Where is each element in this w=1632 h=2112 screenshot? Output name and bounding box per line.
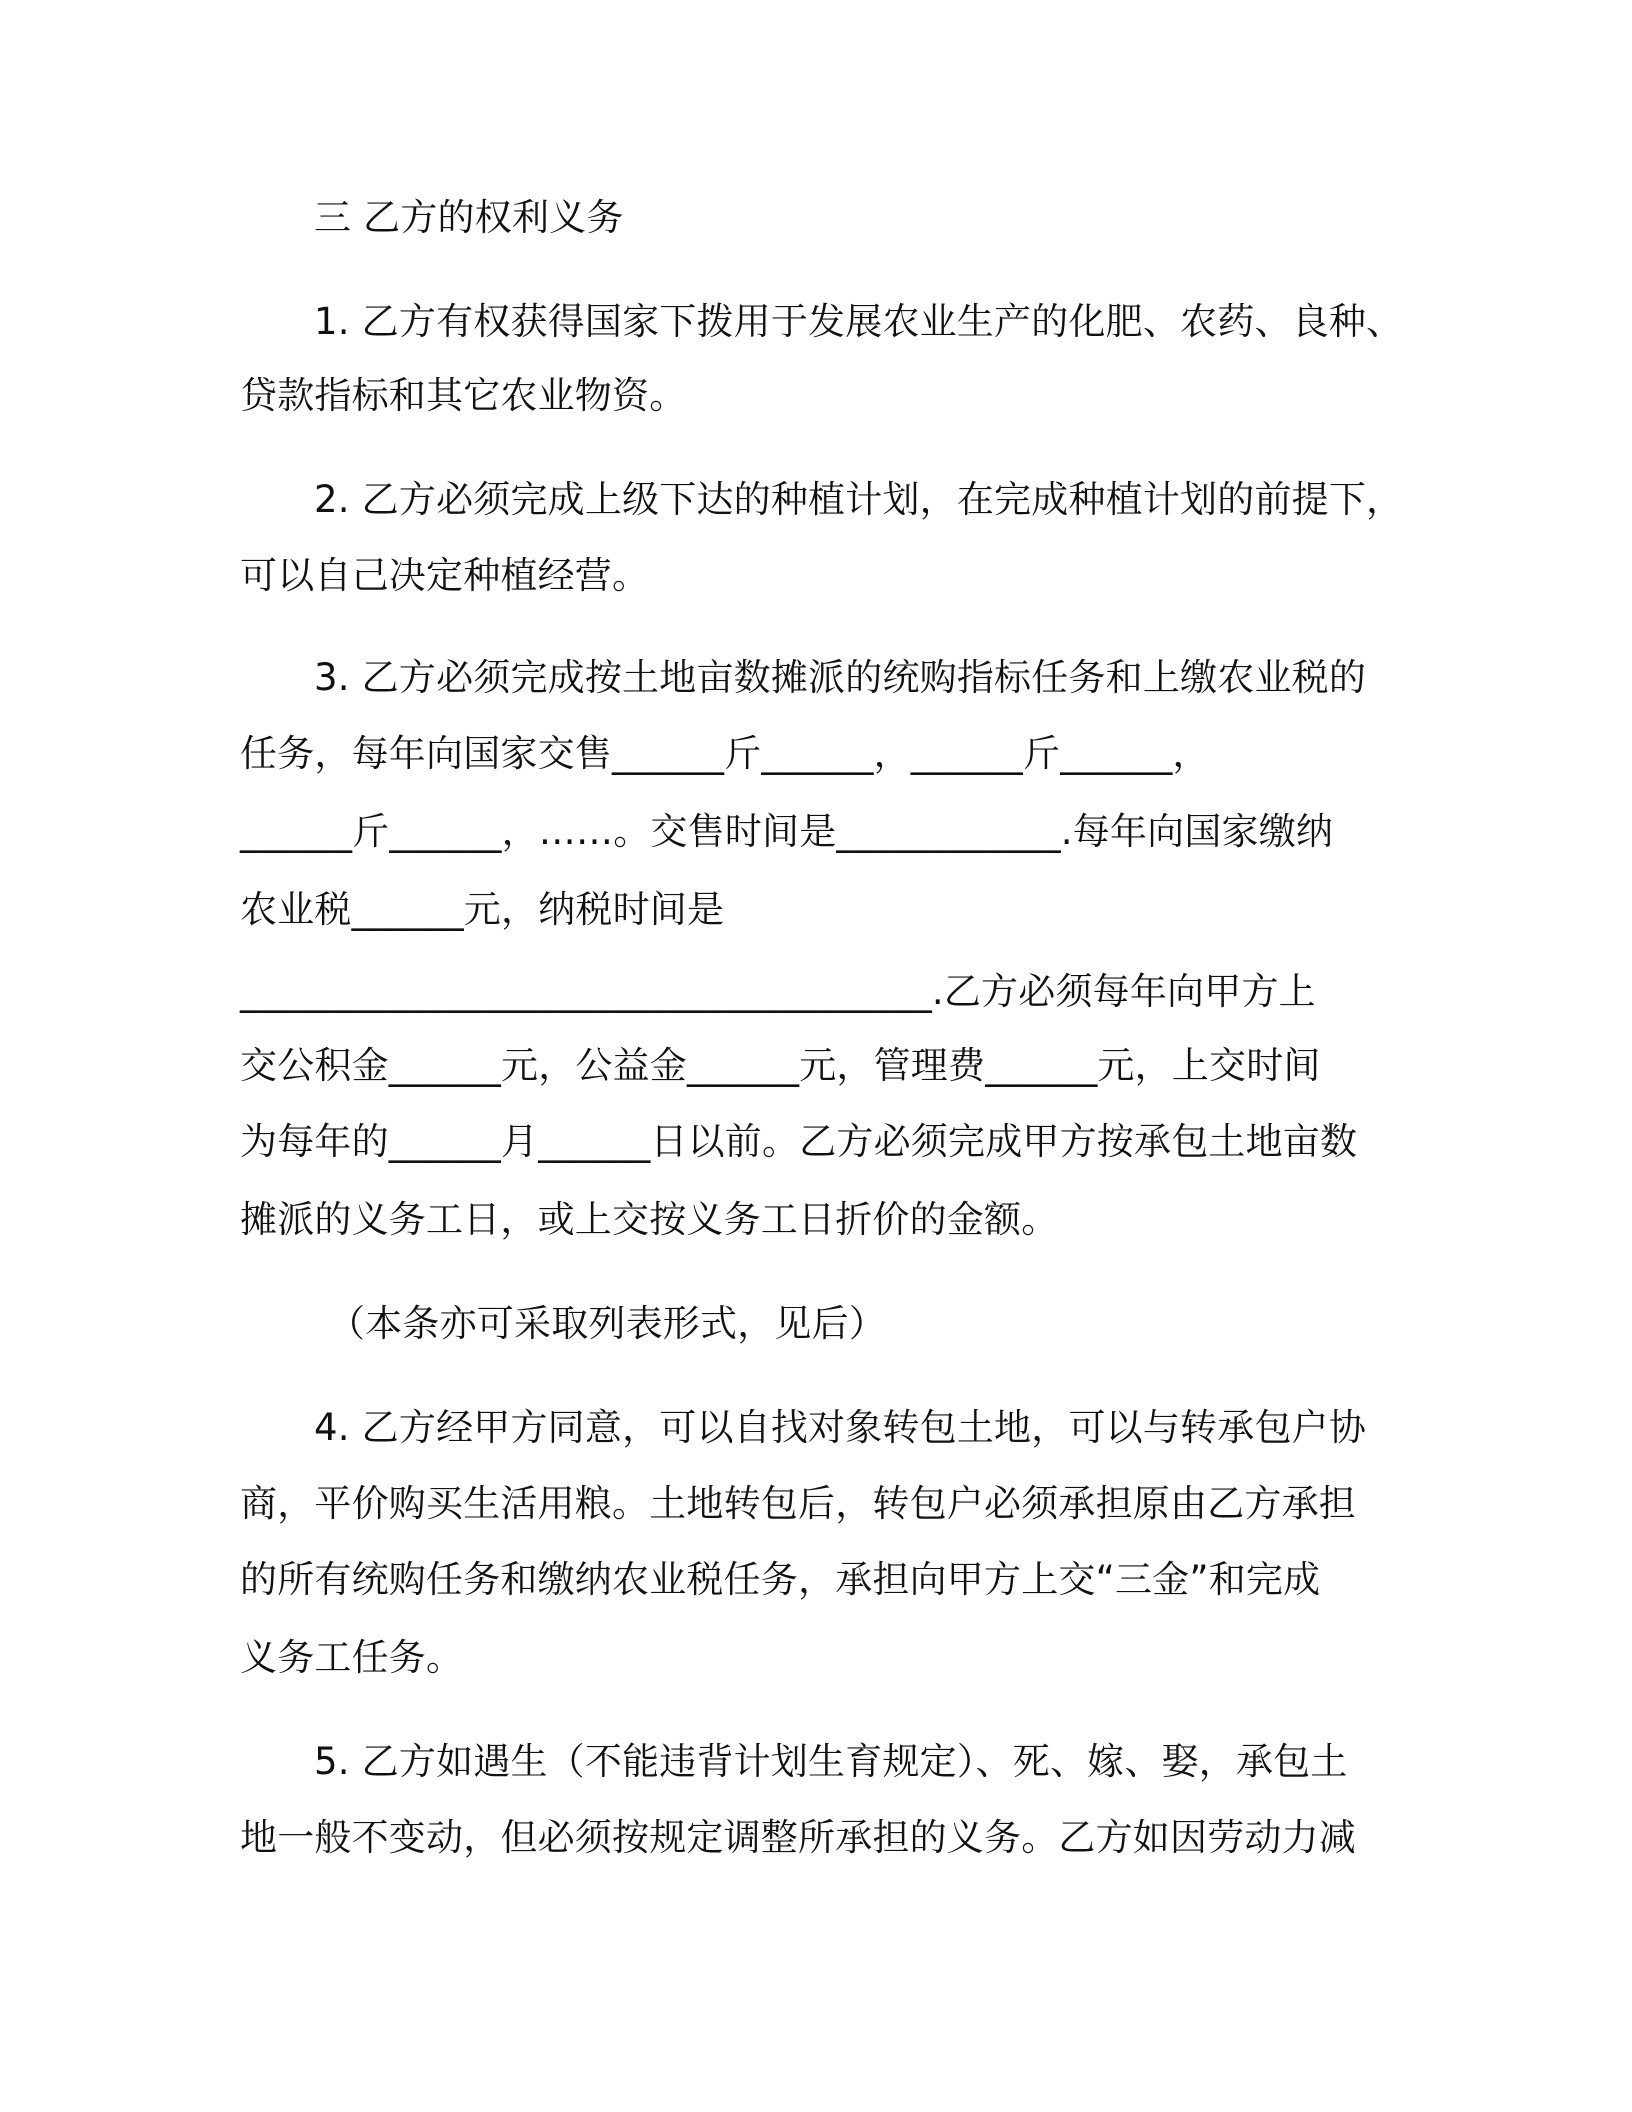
clause-4-line-1: 4. 乙方经甲方同意，可以自找对象转包土地，可以与转承包户协 <box>314 1406 1367 1449</box>
clause-3-line-5: _____________________________________.乙方必须每年向甲方上 <box>240 970 1316 1013</box>
clause-3-line-6: 交公积金______元，公益金______元，管理费______元，上交时间 <box>240 1044 1321 1087</box>
clause-4-line-4: 义务工任务。 <box>240 1636 464 1679</box>
clause-2-line-1: 2. 乙方必须完成上级下达的种植计划，在完成种植计划的前提下， <box>314 478 1404 521</box>
clause-5-line-2: 地一般不变动，但必须按规定调整所承担的义务。乙方如因劳动力减 <box>240 1816 1356 1859</box>
clause-4-line-3: 的所有统购任务和缴纳农业税任务，承担向甲方上交“三金”和完成 <box>240 1558 1321 1601</box>
clause-3-line-8: 摊派的义务工日，或上交按义务工日折价的金额。 <box>240 1198 1059 1241</box>
section-heading: 三 乙方的权利义务 <box>314 196 624 239</box>
clause-3-line-1: 3. 乙方必须完成按土地亩数摊派的统购指标任务和上缴农业税的 <box>314 656 1367 699</box>
clause-3-note: （本条亦可采取列表形式，见后） <box>328 1302 886 1345</box>
clause-2-line-2: 可以自己决定种植经营。 <box>240 554 650 597</box>
clause-3-line-3: ______斤______，……。交售时间是____________.每年向国家缴纳 <box>240 810 1334 853</box>
clause-3-line-7: 为每年的______月______日以前。乙方必须完成甲方按承包土地亩数 <box>240 1120 1358 1163</box>
clause-1-line-1: 1. 乙方有权获得国家下拨用于发展农业生产的化肥、农药、良种、 <box>314 300 1404 343</box>
clause-4-line-2: 商，平价购买生活用粮。土地转包后，转包户必须承担原由乙方承担 <box>240 1482 1356 1525</box>
clause-3-line-4: 农业税______元，纳税时间是 <box>240 888 725 931</box>
clause-5-line-1: 5. 乙方如遇生（不能违背计划生育规定）、死、嫁、娶，承包土 <box>314 1740 1348 1783</box>
clause-1-line-2: 贷款指标和其它农业物资。 <box>240 374 687 417</box>
clause-3-line-2: 任务，每年向国家交售______斤______，______斤______， <box>240 732 1210 775</box>
